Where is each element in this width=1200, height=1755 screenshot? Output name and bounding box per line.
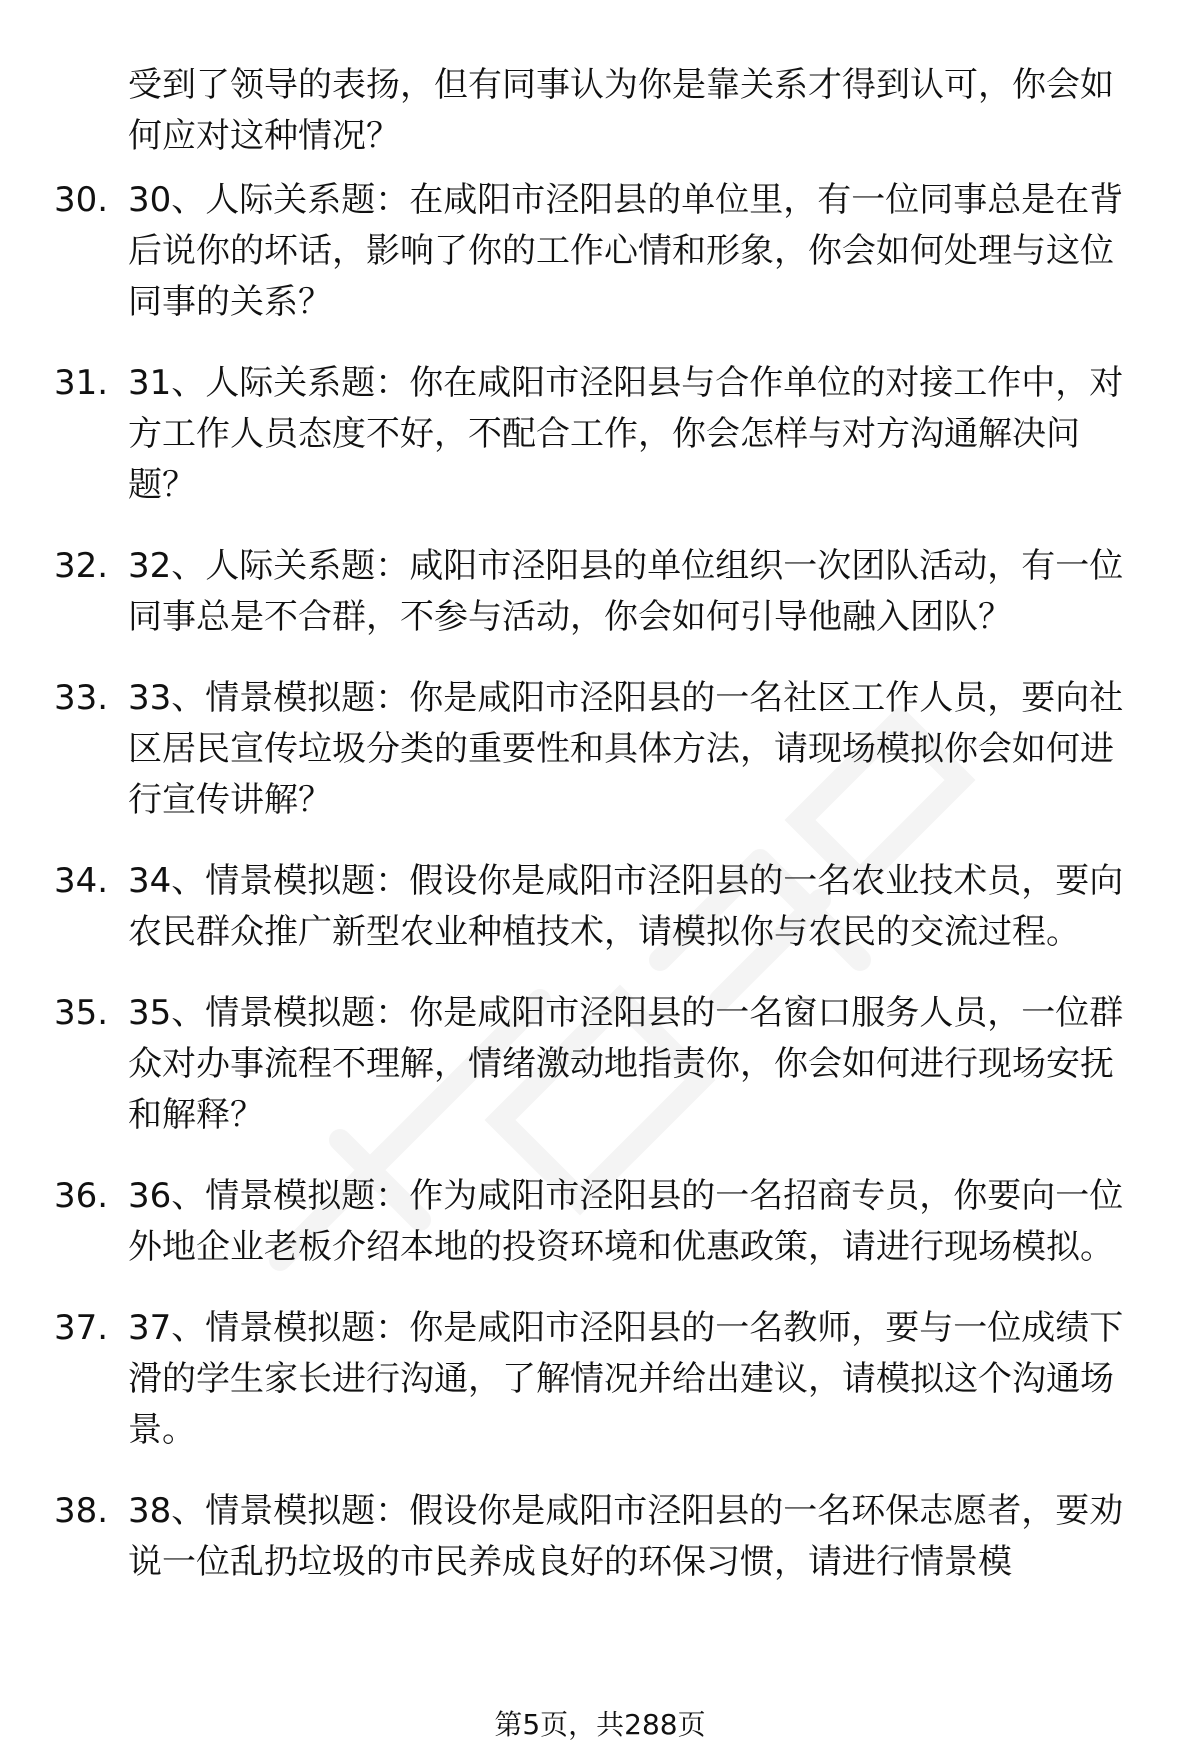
- question-text: 34、情景模拟题：假设你是咸阳市泾阳县的一名农业技术员，要向农民群众推广新型农业种植技术，请模拟你与农民的交流过程。: [128, 861, 1124, 952]
- question-number: 35.: [54, 993, 109, 1033]
- question-number: 38.: [54, 1491, 109, 1531]
- question-text: 36、情景模拟题：作为咸阳市泾阳县的一名招商专员，你要向一位外地企业老板介绍本地的投资环境和优惠政策，请进行现场模拟。: [128, 1176, 1124, 1267]
- continuation-text: 受到了领导的表扬，但有同事认为你是靠关系才得到认可，你会如何应对这种情况？: [128, 65, 1114, 156]
- question-text: 37、情景模拟题：你是咸阳市泾阳县的一名教师，要与一位成绩下滑的学生家长进行沟通，了解情况并给出建议，请模拟这个沟通场景。: [128, 1308, 1124, 1450]
- question-text: 32、人际关系题：咸阳市泾阳县的单位组织一次团队活动，有一位同事总是不合群，不参与活动，你会如何引导他融入团队？: [128, 546, 1124, 637]
- question-text: 31、人际关系题：你在咸阳市泾阳县与合作单位的对接工作中，对方工作人员态度不好，不配合工作，你会怎样与对方沟通解决问题？: [128, 363, 1124, 505]
- list-item: [0, 856, 1200, 958]
- question-list: [0, 175, 1200, 1618]
- question-text: 30、人际关系题：在咸阳市泾阳县的单位里，有一位同事总是在背后说你的坏话，影响了你的工作心情和形象，你会如何处理与这位同事的关系？: [128, 180, 1124, 322]
- list-item: [0, 541, 1200, 643]
- page-footer: 第5页，共288页: [494, 1708, 706, 1741]
- question-number: 31.: [54, 363, 109, 403]
- list-item: [0, 358, 1200, 511]
- question-text: 35、情景模拟题：你是咸阳市泾阳县的一名窗口服务人员，一位群众对办事流程不理解，情绪激动地指责你，你会如何进行现场安抚和解释？: [128, 993, 1124, 1135]
- question-number: 32.: [54, 546, 109, 586]
- question-text: 38、情景模拟题：假设你是咸阳市泾阳县的一名环保志愿者，要劝说一位乱扔垃圾的市民养成良好的环保习惯，请进行情景模: [128, 1491, 1124, 1582]
- list-item: [0, 988, 1200, 1141]
- list-item: [0, 1486, 1200, 1588]
- list-item: [0, 1303, 1200, 1456]
- list-item: [0, 673, 1200, 826]
- question-number: 37.: [54, 1308, 109, 1348]
- question-number: 36.: [54, 1176, 109, 1216]
- list-item: [0, 1171, 1200, 1273]
- question-number: 34.: [54, 861, 109, 901]
- list-item: [0, 175, 1200, 328]
- question-text: 33、情景模拟题：你是咸阳市泾阳县的一名社区工作人员，要向社区居民宣传垃圾分类的重要性和具体方法，请现场模拟你会如何进行宣传讲解？: [128, 678, 1124, 820]
- question-number: 33.: [54, 678, 109, 718]
- question-number: 30.: [54, 180, 109, 220]
